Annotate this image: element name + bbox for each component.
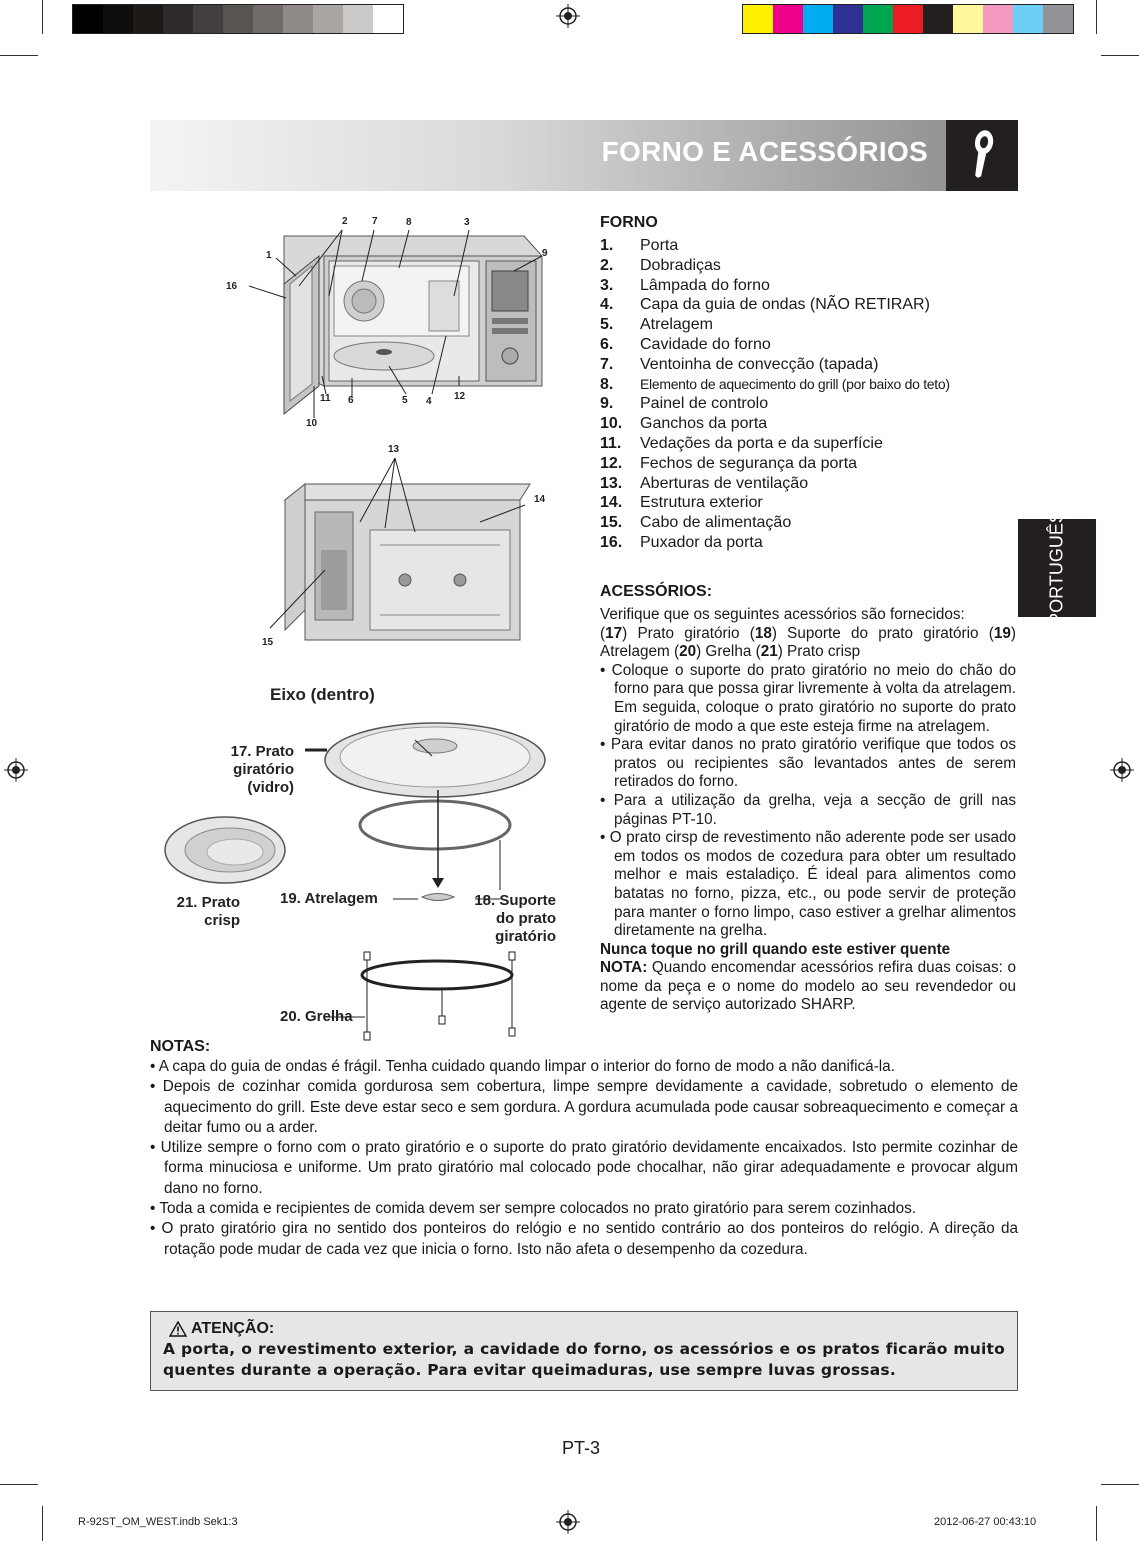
grayscale-color-bar — [72, 4, 404, 34]
oven-part-number: 10. — [600, 415, 623, 433]
turntable-label — [200, 743, 294, 797]
oven-part-item — [600, 414, 1020, 434]
gray-swatch — [73, 5, 103, 33]
callout-10: 10 — [306, 418, 318, 429]
oven-part-number: 8. — [600, 375, 614, 393]
gray-swatch — [253, 5, 283, 33]
color-swatch — [743, 5, 773, 33]
oven-part-item — [600, 454, 1020, 474]
oven-part-item — [600, 434, 1020, 454]
gray-swatch — [283, 5, 313, 33]
accessory-number: 17 — [605, 624, 623, 642]
section-header — [150, 120, 1018, 191]
accessories-list — [600, 625, 1016, 662]
turntable-label-line: (vidro) — [247, 779, 294, 796]
gray-swatch — [193, 5, 223, 33]
callout-15: 15 — [262, 637, 274, 648]
note-bullet: • Utilize sempre o forno com o prato giratório e o suporte do prato giratório devidamente encaixados. Isto permite cozinhar de forma minuciosa e uniforme. Um prato giratório mal colocado pode chocalhar, não girar adequadamente e provocar algum dano no forno. — [150, 1139, 1018, 1197]
gray-swatch — [133, 5, 163, 33]
gray-swatch — [313, 5, 343, 33]
color-swatch — [953, 5, 983, 33]
oven-part-item — [600, 394, 1020, 414]
gray-swatch — [373, 5, 403, 33]
note-text: Quando encomendar acessórios refira duas coisas: o nome da peça e o nome do modelo ao seu revendedor ou agente de serviço autorizado SHARP. — [600, 959, 1016, 1014]
crop-mark — [1101, 1484, 1139, 1485]
color-swatch — [773, 5, 803, 33]
accessories-note — [600, 959, 1016, 1015]
manual-book-icon — [946, 120, 1018, 191]
callout-9: 9 — [542, 248, 548, 259]
crisp-plate-label — [160, 894, 240, 930]
accessories-section — [600, 583, 1017, 1015]
accessory-text: ( — [600, 624, 606, 642]
accessories-bullets — [600, 662, 1016, 941]
callout-12: 12 — [454, 391, 466, 402]
page-number: PT-3 — [562, 1438, 601, 1458]
rack-label: 20. Grelha — [280, 1008, 353, 1025]
accessories-title: ACESSÓRIOS: — [600, 583, 713, 600]
registration-mark-icon — [556, 4, 580, 28]
note-label: NOTA: — [600, 959, 648, 977]
accessory-bullet: • Para a utilização da grelha, veja a secção de grill nas páginas PT-10. — [600, 791, 1016, 828]
accessory-bullet: • O prato cirsp de revestimento não aderente pode ser usado em todos os modos de cozedura para obter um resultado melhor e mais estaladiço. É ideal para alimentos como batatas no forno, pizza, etc., ou pode servir de proteção para manter o forno limpo, caso estiver a grelhar alimentos diretamente na grelha. — [600, 829, 1016, 940]
oven-part-item — [600, 474, 1020, 494]
turntable-label-line: giratório — [233, 761, 294, 778]
oven-part-number: 15. — [600, 514, 623, 532]
accessory-number: 19 — [993, 624, 1011, 642]
callout-8: 8 — [406, 217, 412, 228]
note-bullet: • Toda a comida e recipientes de comida devem ser sempre colocados no prato giratório para serem cozinhados. — [150, 1200, 917, 1218]
accessory-bullet: • Para evitar danos no prato giratório verifique que todos os pratos ou recipientes são levantados antes de serem retirados do forno. — [600, 736, 1016, 791]
oven-part-number: 12. — [600, 454, 623, 472]
oven-part-label: Estrutura exterior — [640, 494, 763, 512]
oven-part-label: Elemento de aquecimento do grill (por baixo do teto) — [640, 375, 950, 392]
oven-parts-list — [600, 236, 1020, 553]
turntable-label-line: 17. Prato — [230, 743, 294, 760]
crisp-plate-label-line: 21. Prato — [176, 894, 240, 911]
oven-part-number: 3. — [600, 276, 614, 294]
oven-part-number: 9. — [600, 395, 614, 413]
footer-file: R-92ST_OM_WEST.indb Sek1:3 — [78, 1516, 238, 1528]
gray-swatch — [343, 5, 373, 33]
color-swatch — [893, 5, 923, 33]
footer-date: 2012-06-27 00:43:10 — [934, 1516, 1037, 1528]
oven-part-item — [600, 355, 1020, 375]
gray-swatch — [103, 5, 133, 33]
turntable-support-label-line: giratório — [495, 928, 556, 945]
oven-part-item — [600, 315, 1020, 335]
crop-mark — [1096, 0, 1097, 34]
oven-part-label: Dobradiças — [640, 256, 721, 274]
color-swatch — [923, 5, 953, 33]
callout-14: 14 — [534, 494, 546, 505]
oven-part-number: 1. — [600, 237, 614, 254]
page-title: FORNO E ACESSÓRIOS — [601, 136, 928, 167]
accessories-intro: Verifique que os seguintes acessórios são fornecidos: — [600, 606, 965, 623]
caution-title: ATENÇÃO: — [191, 1320, 275, 1337]
color-swatch — [983, 5, 1013, 33]
oven-part-item — [600, 375, 1020, 395]
oven-part-label: Lâmpada do forno — [640, 276, 770, 294]
crop-mark — [42, 0, 43, 34]
crop-mark — [0, 55, 38, 56]
callout-3: 3 — [464, 217, 470, 228]
coupling-label: 19. Atrelagem — [280, 890, 378, 907]
accessory-number: 18 — [754, 624, 772, 642]
oven-part-number: 14. — [600, 494, 623, 512]
oven-part-label: Porta — [640, 237, 679, 254]
note-bullet: • A capa do guia de ondas é frágil. Tenha cuidado quando limpar o interior do forno de modo a não danificá-la. — [150, 1058, 895, 1075]
caution-box — [150, 1311, 1018, 1391]
crop-mark — [42, 1506, 43, 1541]
registration-mark-icon — [556, 1510, 580, 1534]
callout-13: 13 — [388, 444, 400, 455]
accessory-bullet: • Coloque o suporte do prato giratório no meio do chão do forno para que possa girar livremente à volta da atrelagem. Em seguida, coloque o prato giratório no suporte do prato giratório de modo a que este esteja firme na atrelagem. — [600, 661, 1016, 735]
oven-part-number: 16. — [600, 533, 623, 551]
oven-part-number: 4. — [600, 296, 614, 314]
turntable-support-label-line: do prato — [496, 910, 556, 927]
cmyk-color-bar — [742, 4, 1074, 34]
oven-part-item — [600, 256, 1020, 276]
oven-back-diagram — [255, 450, 555, 650]
oven-front-diagram — [224, 226, 564, 436]
oven-part-label: Ventoinha de convecção (tapada) — [640, 355, 879, 373]
callout-11: 11 — [320, 393, 331, 404]
callout-5: 5 — [402, 395, 408, 406]
registration-mark-icon — [4, 758, 28, 782]
note-bullet: • Depois de cozinhar comida gordurosa sem cobertura, limpe sempre devidamente a cavidade, sobretudo o elemento de aquecimento do grill. Este deve estar seco e sem gordura. A gordura acumulada pode causar sobreaquecimento e começar a deitar fumo ou a arder. — [150, 1078, 1018, 1136]
notes-list — [150, 1057, 1018, 1260]
oven-part-item — [600, 295, 1020, 315]
color-swatch — [803, 5, 833, 33]
oven-part-label: Cavidade do forno — [640, 335, 771, 353]
grill-warning: Nunca toque no grill quando este estiver quente — [600, 940, 951, 958]
accessory-number: 21 — [760, 643, 778, 661]
oven-part-label: Puxador da porta — [640, 533, 763, 551]
oven-part-item — [600, 335, 1020, 355]
color-swatch — [1013, 5, 1043, 33]
oven-part-label: Vedações da porta e da superfície — [640, 434, 883, 452]
language-tab-label: PORTUGUÊS — [1046, 511, 1067, 625]
warning-triangle-icon — [169, 1321, 187, 1337]
crisp-plate-label-line: crisp — [204, 912, 240, 929]
oven-part-label: Atrelagem — [640, 316, 713, 334]
language-tab — [1018, 511, 1096, 625]
crop-mark — [1096, 1506, 1097, 1541]
color-swatch — [863, 5, 893, 33]
oven-part-item — [600, 493, 1020, 513]
oven-part-number: 13. — [600, 474, 623, 492]
oven-part-item — [600, 236, 1020, 256]
registration-mark-icon — [1110, 758, 1134, 782]
crop-mark — [1101, 55, 1139, 56]
callout-4: 4 — [426, 396, 432, 407]
oven-part-label: Capa da guia de ondas (NÃO RETIRAR) — [640, 296, 930, 314]
callout-16: 16 — [226, 281, 238, 292]
crop-mark — [0, 1484, 38, 1485]
oven-part-label: Cabo de alimentação — [640, 514, 792, 532]
accessory-text: ) Suporte do prato giratório ( — [771, 624, 994, 642]
turntable-support-label — [456, 892, 556, 946]
notes-title: NOTAS: — [150, 1038, 211, 1055]
oven-part-number: 7. — [600, 355, 614, 373]
accessory-text: ) Grelha ( — [696, 643, 761, 661]
oven-part-item — [600, 276, 1020, 296]
turntable-support-label-line: 18. Suporte — [474, 892, 556, 909]
accessory-text: ) Prato giratório ( — [622, 624, 755, 642]
oven-part-number: 11. — [600, 434, 622, 452]
accessory-text: ) Prato crisp — [777, 643, 861, 661]
oven-part-item — [600, 513, 1020, 533]
oven-part-label: Painel de controlo — [640, 395, 769, 413]
oven-part-label: Ganchos da porta — [640, 415, 768, 433]
accessory-number: 20 — [679, 643, 697, 661]
caution-text: A porta, o revestimento exterior, a cavidade do forno, os acessórios e os pratos ficarão muito quentes durante a operação. Para evitar queimaduras, use sempre luvas grossas. — [163, 1340, 1005, 1379]
oven-part-number: 2. — [600, 256, 614, 274]
callout-7: 7 — [372, 216, 378, 227]
color-swatch — [833, 5, 863, 33]
accessory-text: ) Atrelagem ( — [600, 624, 1017, 661]
callout-1: 1 — [266, 250, 272, 261]
callout-2: 2 — [342, 216, 348, 227]
gray-swatch — [163, 5, 193, 33]
forno-title: FORNO — [600, 214, 658, 231]
oven-part-label: Fechos de segurança da porta — [640, 454, 858, 472]
gray-swatch — [223, 5, 253, 33]
oven-part-number: 5. — [600, 316, 614, 334]
callout-6: 6 — [348, 395, 354, 406]
note-bullet: • O prato giratório gira no sentido dos ponteiros do relógio e no sentido contrário ao dos ponteiros do relógio. A direção da rotação pode mudar de cada vez que inicia o forno. Isto não afeta o desempenho da cozedura. — [150, 1220, 1018, 1258]
axle-label: Eixo (dentro) — [270, 685, 375, 704]
oven-part-number: 6. — [600, 335, 614, 353]
oven-part-item — [600, 533, 1020, 553]
color-swatch — [1043, 5, 1073, 33]
oven-part-label: Aberturas de ventilação — [640, 474, 809, 492]
